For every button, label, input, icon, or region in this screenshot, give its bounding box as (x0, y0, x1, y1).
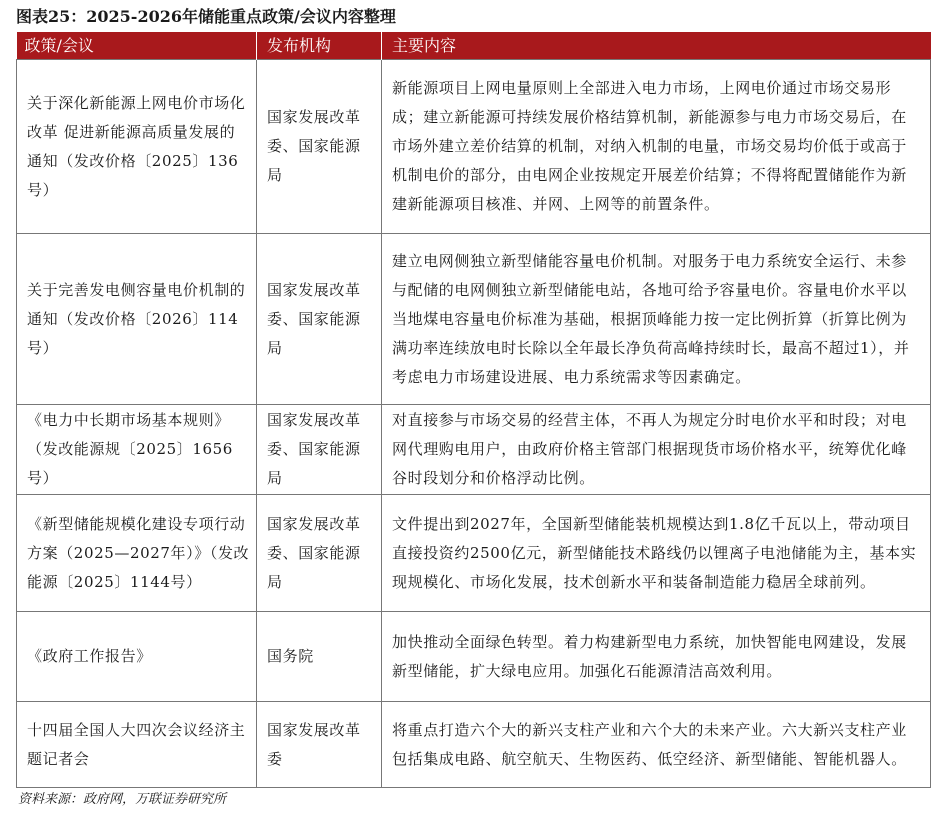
content-cell: 文件提出到2027年，全国新型储能装机规模达到1.8亿千瓦以上，带动项目直接投资约2500亿元，新型储能技术路线仍以锂离子电池储能为主，基本实现规模化、市场化发展，技术创新水平和装备制造能力稳居全球前列。 (382, 495, 931, 612)
policy-cell: 关于完善发电侧容量电价机制的通知（发改价格〔2026〕114号） (17, 234, 257, 405)
policy-cell: 《电力中长期市场基本规则》（发改能源规〔2025〕1656号） (17, 405, 257, 495)
content-cell: 将重点打造六个大的新兴支柱产业和六个大的未来产业。六大新兴支柱产业包括集成电路、航空航天、生物医药、低空经济、新型储能、智能机器人。 (382, 702, 931, 788)
source-note: 资料来源：政府网，万联证券研究所 (18, 792, 227, 807)
table-row (17, 234, 931, 405)
content-cell: 对直接参与市场交易的经营主体，不再人为规定分时电价水平和时段；对电网代理购电用户，由政府价格主管部门根据现货市场价格水平，统筹优化峰谷时段划分和价格浮动比例。 (382, 405, 931, 495)
agency-cell: 国家发展改革委、国家能源局 (257, 60, 382, 234)
content-cell: 加快推动全面绿色转型。着力构建新型电力系统，加快智能电网建设，发展新型储能，扩大绿电应用。加强化石能源清洁高效利用。 (382, 612, 931, 702)
agency-cell: 国务院 (257, 612, 382, 702)
policy-cell: 《政府工作报告》 (17, 612, 257, 702)
policy-cell: 《新型储能规模化建设专项行动方案（2025—2027年）》（发改能源〔2025〕1144号） (17, 495, 257, 612)
content-cell: 新能源项目上网电量原则上全部进入电力市场，上网电价通过市场交易形成；建立新能源可持续发展价格结算机制，新能源参与电力市场交易后，在市场外建立差价结算的机制，对纳入机制的电量，市场交易均价低于或高于机制电价的部分，由电网企业按规定开展差价结算；不得将配置储能作为新建新能源项目核准、并网、上网等的前置条件。 (382, 60, 931, 234)
policy-cell: 关于深化新能源上网电价市场化改革 促进新能源高质量发展的通知（发改价格〔2025〕136号） (17, 60, 257, 234)
header-policy: 政策/会议 (17, 32, 257, 60)
agency-cell: 国家发展改革委、国家能源局 (257, 234, 382, 405)
content-cell: 建立电网侧独立新型储能容量电价机制。对服务于电力系统安全运行、未参与配储的电网侧独立新型储能电站，各地可给予容量电价。容量电价水平以当地煤电容量电价标准为基础，根据顶峰能力按一定比例折算（折算比例为满功率连续放电时长除以全年最长净负荷高峰持续时长，最高不超过1），并考虑电力市场建设进展、电力系统需求等因素确定。 (382, 234, 931, 405)
table-row (17, 405, 931, 495)
header-agency: 发布机构 (257, 32, 382, 60)
table-row (17, 495, 931, 612)
figure-caption: 图表25：2025-2026年储能重点政策/会议内容整理 (16, 7, 396, 26)
table-row (17, 702, 931, 788)
agency-cell: 国家发展改革委 (257, 702, 382, 788)
agency-cell: 国家发展改革委、国家能源局 (257, 405, 382, 495)
agency-cell: 国家发展改革委、国家能源局 (257, 495, 382, 612)
policy-table (16, 32, 931, 788)
table-row (17, 60, 931, 234)
header-content: 主要内容 (382, 32, 931, 60)
policy-cell: 十四届全国人大四次会议经济主题记者会 (17, 702, 257, 788)
table-row (17, 612, 931, 702)
table-header-row (17, 32, 931, 60)
